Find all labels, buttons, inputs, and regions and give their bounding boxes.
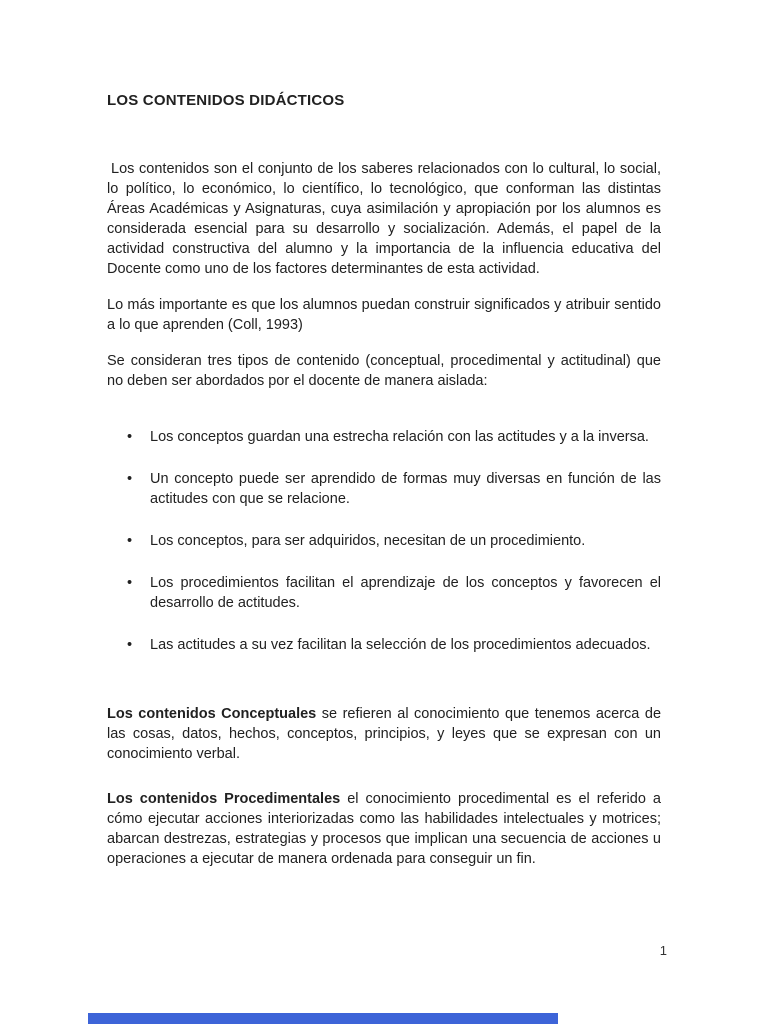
bullet-text: Los procedimientos facilitan el aprendizaje de los conceptos y favorecen el desarrollo de actitudes. xyxy=(150,575,661,611)
section-procedimentales xyxy=(107,789,661,869)
section-body-text: se refieren al conocimiento que tenemos acerca de las cosas, datos, hechos, conceptos, principios, y leyes que se expresan con un conocimiento verbal. xyxy=(107,706,662,762)
paragraph-coll: Lo más importante es que los alumnos puedan construir significados y atribuir sentido a lo que aprenden (Coll, 1993) xyxy=(107,297,661,333)
bullet-text: Los conceptos guardan una estrecha relación con las actitudes y a la inversa. xyxy=(150,429,649,445)
paragraph-tipos-contenido: Se consideran tres tipos de contenido (conceptual, procedimental y actitudinal) que no deben ser abordados por el docente de manera aislada: xyxy=(107,353,661,389)
page-title: LOS CONTENIDOS DIDÁCTICOS xyxy=(107,92,345,109)
page-number: 1 xyxy=(659,943,667,958)
bullet-text: Los conceptos, para ser adquiridos, necesitan de un procedimiento. xyxy=(150,533,586,549)
section-lead-bold: Los contenidos Conceptuales xyxy=(107,706,317,722)
list-item xyxy=(107,469,661,509)
bullet-text: Las actitudes a su vez facilitan la selección de los procedimientos adecuados. xyxy=(150,637,651,653)
progress-bar xyxy=(88,1013,558,1024)
bullet-icon: • xyxy=(127,533,133,549)
paragraph-intro: Los contenidos son el conjunto de los saberes relacionados con lo cultural, lo social, lo político, lo económico, lo científico, lo tecnológico, que conforman las distintas Áreas Académicas y Asignaturas, cuya asimilación y apropiación por los alumnos es considerada esencial para su desarrollo y socialización. Además, el papel de la actividad constructiva del alumno y la importancia de la influencia educativa del Docente como uno de los factores determinantes de esta actividad. xyxy=(107,161,661,277)
list-item xyxy=(107,635,661,655)
list-item xyxy=(107,573,661,613)
section-body-text: el conocimiento procedimental es el referido a cómo ejecutar acciones interiorizadas como las habilidades intelectuales y motrices; abarcan destrezas, estrategias y procesos que implican una secuencia de acciones u operaciones a ejecutar de manera ordenada para conseguir un fin. xyxy=(107,791,661,867)
bullet-icon: • xyxy=(127,429,133,445)
bullet-text: Un concepto puede ser aprendido de formas muy diversas en función de las actitudes con que se relacione. xyxy=(150,471,661,507)
list-item xyxy=(107,531,661,551)
list-item xyxy=(107,427,661,447)
bullet-icon: • xyxy=(127,575,133,591)
section-lead-bold: Los contenidos Procedimentales xyxy=(107,791,341,807)
bullet-icon: • xyxy=(127,471,133,487)
section-conceptuales xyxy=(107,704,661,764)
bullet-icon: • xyxy=(127,637,133,653)
bullet-list xyxy=(107,427,661,655)
